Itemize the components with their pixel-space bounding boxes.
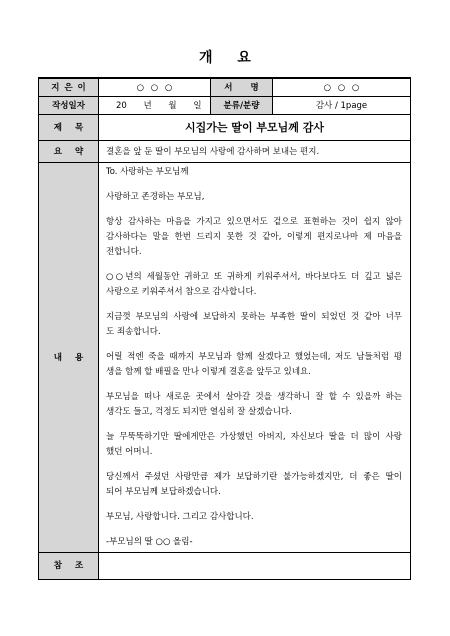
letter-line: 항상 감사하는 마음을 가지고 있으면서도 겉으로 표현하는 것이 쉽지 않아 [106, 217, 402, 227]
letter-line: To. 사랑하는 부모님께 [106, 167, 189, 177]
letter-paragraph [106, 390, 402, 420]
summary-label: 요 약 [39, 141, 99, 163]
letter-closing [106, 510, 402, 525]
letter-line: 생각도 들고, 걱정도 되지만 열심히 잘 살겠습니다. [106, 407, 292, 417]
author-value: ○ ○ ○ [99, 78, 211, 97]
letter-line: 당신께서 주셨던 사랑만큼 제가 보답하기란 불가능하겠지만, 더 좋은 딸이 [106, 472, 402, 482]
letter-line: 부모님을 떠나 새로운 곳에서 살아갈 것을 생각하니 잘 할 수 있을까 하는 [106, 392, 402, 402]
letter-line: 생을 함께 할 배필을 만나 이렇게 결혼을 앞두고 있네요. [106, 367, 311, 377]
letter-signature [106, 535, 402, 550]
subject-row [39, 115, 411, 141]
subject-value: 시집가는 딸이 부모님께 감사 [99, 115, 411, 141]
letter-line: ○○년의 세월동안 귀하고 또 귀하게 키워주셔서, 바다보다도 더 깊고 넓은 [106, 272, 402, 282]
letter-line: 부모님, 사랑합니다. 그리고 감사합니다. [106, 512, 254, 522]
author-label: 지 은 이 [39, 78, 99, 97]
date-category-row [39, 97, 411, 115]
letter-paragraph [106, 430, 402, 460]
letter-paragraph [106, 310, 402, 340]
letter-line: 사랑으로 키워주셔서 참으로 감사합니다. [106, 287, 257, 297]
author-row [39, 78, 411, 97]
content-body [99, 163, 411, 553]
reference-label: 참 조 [39, 553, 99, 580]
content-row [39, 163, 411, 553]
letter-line: 했던 어머니. [106, 447, 153, 457]
letter-line: 도 죄송합니다. [106, 327, 161, 337]
signature-value: ○ ○ ○ [273, 78, 411, 97]
category-label: 분류/분량 [211, 97, 273, 115]
letter-line: 지금껏 부모님의 사랑에 보답하지 못하는 부족한 딸이 되었던 것 같아 너무 [106, 312, 402, 322]
date-value: 20 년 월 일 [99, 97, 211, 115]
letter-salutation [106, 190, 402, 205]
subject-label: 제 목 [39, 115, 99, 141]
summary-value: 결혼을 앞 둔 딸이 부모님의 사랑에 감사하며 보내는 편지. [99, 141, 411, 163]
letter-paragraph [106, 350, 402, 380]
letter-line: 감사하다는 말을 한번 드리지 못한 것 같아, 이렇게 편지로나마 제 마음을 [106, 232, 402, 242]
letter-text [99, 163, 410, 550]
reference-value [99, 553, 411, 580]
letter-paragraph [106, 270, 402, 300]
overview-form [38, 77, 411, 580]
document-title: 개 요 [199, 50, 261, 66]
letter-line: 사랑하고 존경하는 부모님, [106, 192, 205, 202]
reference-row [39, 553, 411, 580]
date-label: 작성일자 [39, 97, 99, 115]
content-label: 내 용 [39, 163, 99, 553]
category-value: 감사 / 1page [273, 97, 411, 115]
letter-line: 늘 무뚝뚝하기만 딸에게만은 가상했던 아버지, 자신보다 딸을 더 많이 사랑 [106, 432, 402, 442]
letter-paragraph [106, 470, 402, 500]
signature-label: 서 명 [211, 78, 273, 97]
summary-row [39, 141, 411, 163]
letter-line: 전합니다. [106, 247, 142, 257]
letter-paragraph [106, 215, 402, 260]
letter-line: 되어 부모님께 보답하겠습니다. [106, 487, 221, 497]
letter-greeting [106, 165, 402, 180]
letter-line: 어릴 적엔 죽을 때까지 부모님과 함께 살겠다고 했었는데, 저도 남들처럼 평 [106, 352, 402, 362]
letter-line: -부모님의 딸 ○○ 올림- [106, 537, 193, 547]
